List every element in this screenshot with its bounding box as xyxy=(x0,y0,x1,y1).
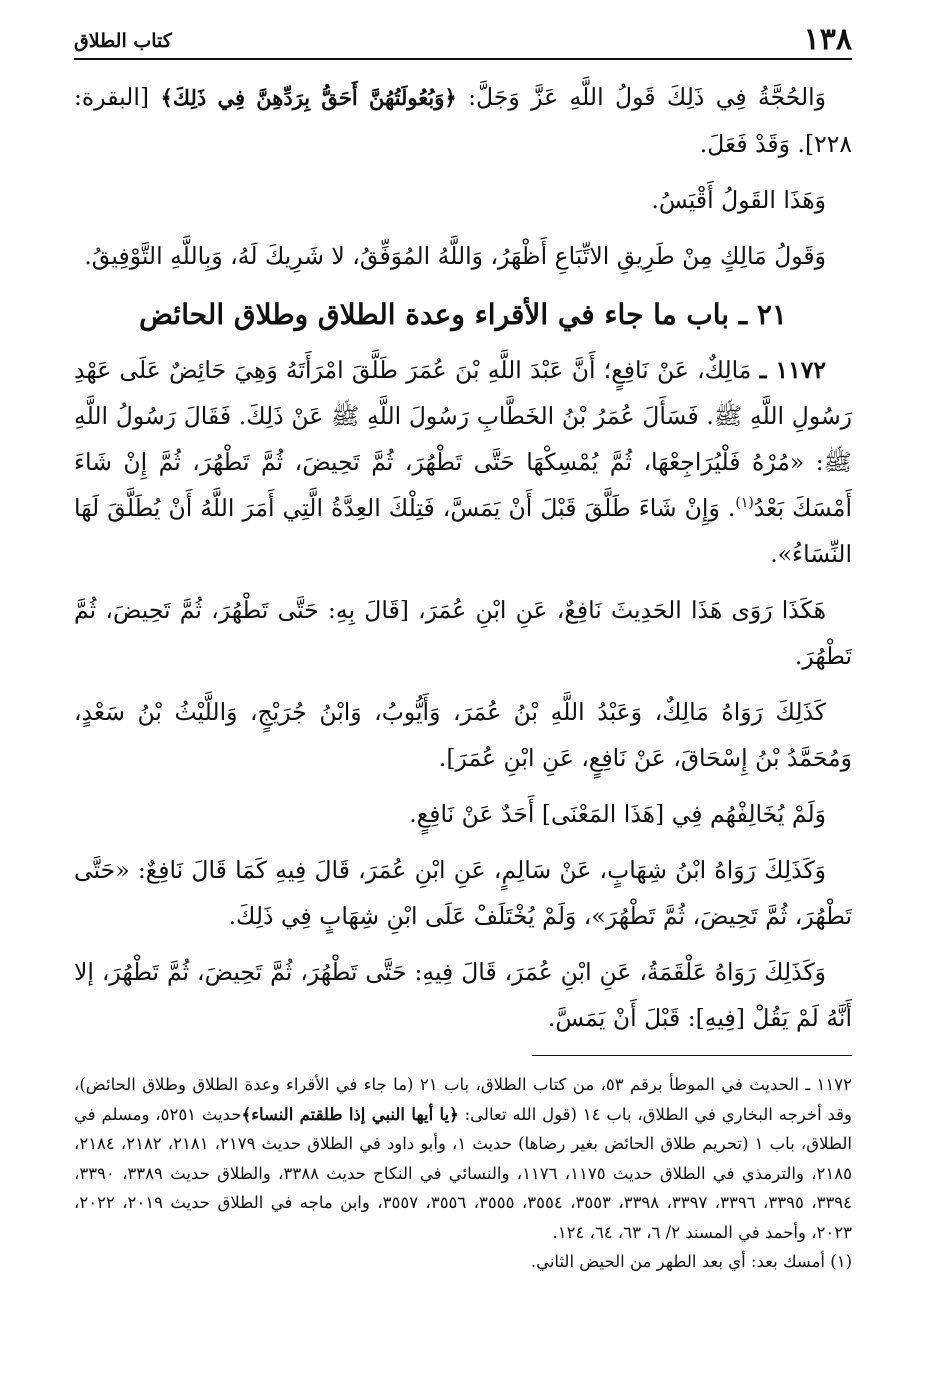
paragraph-narrators: كَذَلِكَ رَوَاهُ مَالِكٌ، وَعَبْدُ اللَّهِ بْنُ عُمَرَ، وَأَيُّوبُ، وَابْنُ جُرَيْجٍ، وَاللَّيْثُ بْنُ سَعْدٍ، وَمُحَمَّدُ بْنُ إِسْحَاقَ، عَنْ نَافِعٍ، عَنِ ابْنِ عُمَرَ]. xyxy=(74,698,852,772)
text-segment: وَالحُجَّةُ فِي ذَلِكَ قَولُ اللَّهِ عَزَّ وَجَلَّ: xyxy=(456,83,826,111)
paragraph-narration-nafi: هَكَذَا رَوَى هَذَا الحَدِيثَ نَافِعٌ، عَنِ ابْنِ عُمَرَ، [قَالَ بِهِ: حَتَّى تَطْهُرَ، ثُمَّ تَحِيضَ، ثُمَّ تَطْهُرَ. xyxy=(74,596,852,670)
hadith-text: مَالِكٌ، عَنْ نَافِعٍ؛ أَنَّ عَبْدَ اللَّهِ بْنَ عُمَرَ طَلَّقَ امْرَأَتَهُ وَهِيَ حَائِضٌ عَلَى عَهْدِ رَسُولِ اللَّهِ ﷺ. فَسَأَلَ عُمَرُ بْنُ الخَطَّابِ رَسُولَ اللَّهِ ﷺ عَنْ ذَلِكَ. فَقَالَ رَسُولُ اللَّهِ ﷺ: «مُرْهُ فَلْيُرَاجِعْهَا، ثُمَّ يُمْسِكْهَا حَتَّى تَطْهُرَ، ثُمَّ تَحِيضَ، ثُمَّ تَطْهُرَ، ثُمَّ إِنْ شَاءَ أَمْسَكَ بَعْدُ xyxy=(74,356,852,522)
paragraph-ibn-shihab: وَكَذَلِكَ رَوَاهُ ابْنُ شِهَابٍ، عَنْ سَالِمٍ، عَنِ ابْنِ عُمَرَ، قَالَ فِيهِ كَمَا قَالَ نَافِعٌ: «حَتَّى تَطْهُرَ، ثُمَّ تَحِيضَ، ثُمَّ تَطْهُرَ»، وَلَمْ يُخْتَلَفْ عَلَى ابْنِ شِهَابٍ فِي ذَلِكَ. xyxy=(74,856,852,930)
footnote-quran-quote: ﴿يا أيها النبي إذا طلقتم النساء﴾ xyxy=(241,1104,459,1124)
main-text xyxy=(74,74,852,1041)
page-number: ١٣٨ xyxy=(803,22,852,57)
footnote-text: ١١٧٢ ـ الحديث في الموطأ برقم ٥٣، من كتاب الطلاق، باب ٢١ (ما جاء في الأقراء وعدة الطلاق وطلاق الحائض)، وقد أخرجه البخاري في الطلاق، باب ١٤ (قول الله تعالى: xyxy=(74,1075,852,1124)
chapter-heading: ٢١ ـ باب ما جاء في الأقراء وعدة الطلاق وطلاق الحائض xyxy=(139,298,787,331)
running-title: كتاب الطلاق xyxy=(74,30,172,52)
hadith-paragraph xyxy=(74,347,852,577)
footnote-hadith-sources xyxy=(74,1070,852,1247)
quran-quote: ﴿وَبُعُولَتُهُنَّ أَحَقُّ بِرَدِّهِنَّ فِي ذَلِكَ﴾ xyxy=(160,85,457,110)
paragraph-evidence xyxy=(74,74,852,167)
paragraph-malik-opinion: وَقَولُ مَالِكٍ مِنْ طَرِيقِ الاتِّبَاعِ أَظْهَرُ، وَاللَّهُ المُوَفِّقُ، لا شَرِيكَ لَهُ، وَبِاللَّهِ التَّوْفِيقُ. xyxy=(84,242,826,270)
footnote-text: حديث ٥٢٥١، ومسلم في الطلاق، باب ١ (تحريم طلاق الحائض بغير رضاها) حديث ١، وأبو داود في الطلاق حديث ٢١٧٩، ٢١٨١، ٢١٨٢، ٢١٨٤، ٢١٨٥، والترمذي في الطلاق حديث ١١٧٥، ١١٧٦، والنسائي في النكاح حديث ٣٣٨٨، والطلاق حديث ٣٣٨٩، ٣٣٩٠، ٣٣٩٤، ٣٣٩٥، ٣٣٩٦، ٣٣٩٧، ٣٣٩٨، ٣٥٥٣، ٣٥٥٤، ٣٥٥٥، ٣٥٥٦، ٣٥٥٧، وابن ماجه في الطلاق حديث ٢٠١٩، ٢٠٢٢، ٢٠٢٣، وأحمد في المسند ٢/ ٦، ٦٣، ٦٤، ١٢٤. xyxy=(74,1104,853,1242)
paragraph-qiyas: وَهَذَا القَولُ أَقْيَسُ. xyxy=(651,186,826,214)
hadith-text-end: . وَإِنْ شَاءَ طَلَّقَ قَبْلَ أَنْ يَمَسَّ، فَتِلْكَ العِدَّةُ الَّتِي أَمَرَ اللَّهُ أَنْ يُطَلَّقَ لَهَا النِّسَاءُ». xyxy=(74,494,852,568)
footnotes xyxy=(74,1070,852,1277)
page-header xyxy=(74,22,852,60)
footnote-1: (١) أمسك بعد: أي بعد الطهر من الحيض الثاني. xyxy=(530,1252,852,1271)
hadith-number: ١١٧٢ ـ xyxy=(759,356,826,384)
paragraph-alqama: وَكَذَلِكَ رَوَاهُ عَلْقَمَةُ، عَنِ ابْنِ عُمَرَ، قَالَ فِيهِ: حَتَّى تَطْهُرَ، ثُمَّ تَحِيضَ، ثُمَّ تَطْهُرَ، إلا أَنَّهُ لَمْ يَقُلْ [فِيهِ]: قَبْلَ أَنْ يَمَسَّ. xyxy=(74,958,852,1032)
footnote-reference[interactable]: (١) xyxy=(735,495,754,512)
paragraph-no-dissent: وَلَمْ يُخَالِفْهُم فِي [هَذَا المَعْنَى] أَحَدٌ عَنْ نَافِعٍ. xyxy=(409,800,826,828)
text-segment: [البقرة: ٢٢٨]. وَقَدْ فَعَلَ. xyxy=(74,83,852,158)
footnote-divider xyxy=(532,1055,852,1056)
